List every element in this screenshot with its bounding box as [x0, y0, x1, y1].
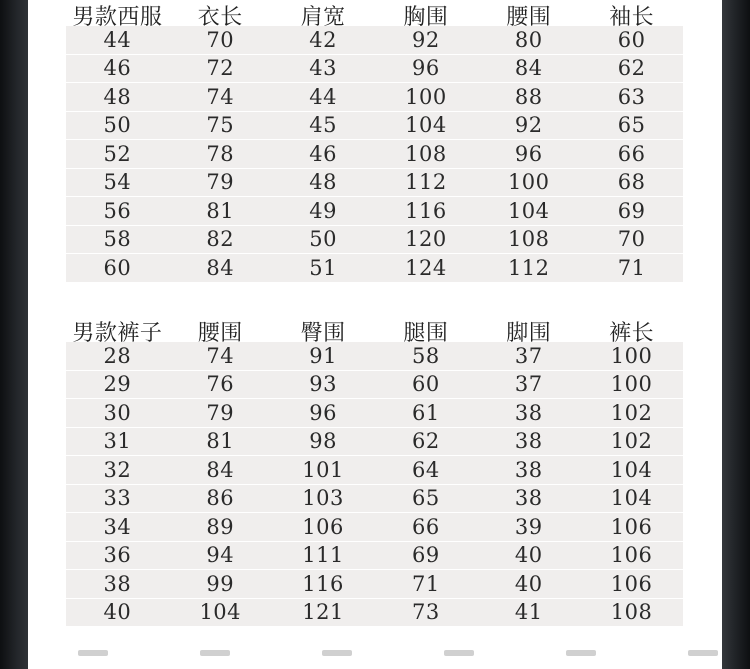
table-cell: 106	[302, 514, 344, 539]
table-cell: 48	[309, 170, 337, 195]
table-cell: 32	[103, 457, 132, 482]
table-cell: 28	[103, 343, 132, 368]
table-cell: 38	[514, 457, 543, 482]
table-cell: 79	[206, 400, 235, 425]
table-cell: 96	[514, 141, 543, 166]
header-cell: 胸围	[403, 5, 449, 30]
table-cell: 78	[206, 141, 235, 166]
table-cell: 64	[412, 457, 440, 482]
table-cell: 120	[405, 227, 447, 252]
table-cell: 108	[610, 600, 653, 625]
table-cell: 81	[206, 198, 235, 223]
table-cell: 60	[412, 372, 440, 397]
table-cell: 112	[507, 255, 550, 280]
table-cell: 60	[617, 27, 646, 52]
cropped-glyph	[566, 650, 596, 656]
table-cell: 84	[206, 255, 235, 280]
table-cell: 36	[103, 543, 132, 568]
left-dark-border	[0, 0, 28, 669]
table-cell: 42	[309, 27, 337, 52]
table-cell: 111	[302, 543, 344, 568]
table-row	[66, 513, 683, 542]
table-row	[66, 83, 683, 112]
header-cell: 肩宽	[300, 5, 346, 30]
table-cell: 58	[103, 227, 132, 252]
table-cell: 37	[514, 372, 543, 397]
table-row	[66, 254, 683, 283]
table-cell: 65	[617, 113, 646, 138]
table-row	[66, 226, 683, 255]
table-cell: 116	[302, 571, 344, 596]
table-cell: 88	[514, 84, 543, 109]
header-cell: 臀围	[300, 321, 346, 346]
table-row	[66, 570, 683, 599]
header-cell: 腰围	[506, 5, 552, 30]
table-row	[66, 169, 683, 198]
table-cell: 103	[302, 486, 344, 511]
table-cell: 48	[103, 84, 132, 109]
table-cell: 61	[412, 400, 440, 425]
table-cell: 29	[103, 372, 132, 397]
table-cell: 45	[309, 113, 337, 138]
table-cell: 71	[617, 255, 646, 280]
table-cell: 69	[412, 543, 440, 568]
table-cell: 100	[507, 170, 550, 195]
table-cell: 38	[514, 486, 543, 511]
table-row	[66, 428, 683, 457]
table-row	[66, 342, 683, 371]
table-cell: 100	[610, 372, 653, 397]
table-cell: 121	[302, 600, 344, 625]
table-cell: 80	[514, 27, 543, 52]
table-cell: 38	[514, 429, 543, 454]
table-row	[66, 197, 683, 226]
table-cell: 96	[412, 56, 440, 81]
header-cell: 脚围	[506, 321, 552, 346]
table-cell: 34	[103, 514, 132, 539]
table-cell: 58	[412, 343, 440, 368]
table-cell: 49	[309, 198, 337, 223]
table-cell: 106	[610, 514, 653, 539]
table-row	[66, 399, 683, 428]
table-cell: 50	[309, 227, 337, 252]
table-cell: 70	[206, 27, 235, 52]
table-cell: 112	[405, 170, 447, 195]
table-cell: 124	[405, 255, 447, 280]
header-cell: 男款裤子	[72, 321, 163, 346]
cropped-glyph	[322, 650, 352, 656]
table-cell: 108	[507, 227, 550, 252]
table-cell: 99	[206, 571, 235, 596]
table-cell: 104	[610, 486, 653, 511]
table-row	[66, 542, 683, 571]
table-cell: 63	[617, 84, 646, 109]
table-cell: 116	[405, 198, 447, 223]
header-cell: 裤长	[609, 321, 655, 346]
table-cell: 44	[309, 84, 337, 109]
table-cell: 104	[405, 113, 447, 138]
table-cell: 72	[206, 56, 235, 81]
table-cell: 94	[206, 543, 235, 568]
table-cell: 79	[206, 170, 235, 195]
header-cell: 男款西服	[72, 5, 163, 30]
table-row	[66, 371, 683, 400]
table-cell: 102	[610, 429, 653, 454]
table-cell: 74	[206, 343, 235, 368]
table-cell: 40	[514, 543, 543, 568]
table-cell: 46	[309, 141, 337, 166]
table-row	[66, 112, 683, 141]
table-row	[66, 55, 683, 84]
table-cell: 86	[206, 486, 235, 511]
cropped-glyph	[444, 650, 474, 656]
table-cell: 74	[206, 84, 235, 109]
table-cell: 73	[412, 600, 440, 625]
header-cell: 腰围	[197, 321, 243, 346]
table-cell: 41	[514, 600, 543, 625]
header-cell: 腿围	[403, 321, 449, 346]
table-cell: 60	[103, 255, 132, 280]
table-cell: 50	[103, 113, 132, 138]
table-cell: 89	[206, 514, 235, 539]
table-cell: 100	[610, 343, 653, 368]
table-cell: 98	[309, 429, 337, 454]
table-cell: 91	[309, 343, 337, 368]
table-cell: 40	[514, 571, 543, 596]
table-cell: 76	[206, 372, 235, 397]
table-cell: 65	[412, 486, 440, 511]
table-cell: 68	[617, 170, 646, 195]
table-cell: 52	[103, 141, 132, 166]
table-cell: 104	[199, 600, 242, 625]
cropped-glyph	[688, 650, 718, 656]
table-cell: 81	[206, 429, 235, 454]
table-cell: 84	[514, 56, 543, 81]
table-cell: 104	[610, 457, 653, 482]
table-cell: 75	[206, 113, 235, 138]
table-cell: 106	[610, 571, 653, 596]
table-cell: 102	[610, 400, 653, 425]
table-cell: 38	[103, 571, 132, 596]
table-cell: 69	[617, 198, 646, 223]
table-row	[66, 485, 683, 514]
cropped-bottom-text	[78, 650, 718, 669]
cropped-glyph	[78, 650, 108, 656]
table-header-row	[66, 0, 683, 30]
table-cell: 62	[617, 56, 646, 81]
table-cell: 31	[103, 429, 132, 454]
table-cell: 33	[103, 486, 132, 511]
table-header-row	[66, 316, 683, 346]
table-cell: 37	[514, 343, 543, 368]
table-cell: 38	[514, 400, 543, 425]
header-cell: 袖长	[609, 5, 655, 30]
table-cell: 54	[103, 170, 132, 195]
jacket-size-table	[66, 0, 683, 283]
table-cell: 66	[617, 141, 646, 166]
table-cell: 51	[309, 255, 337, 280]
size-chart-card	[28, 0, 722, 669]
table-cell: 92	[412, 27, 440, 52]
table-cell: 46	[103, 56, 132, 81]
pants-rows	[66, 342, 683, 627]
table-cell: 62	[412, 429, 440, 454]
table-row	[66, 456, 683, 485]
table-cell: 96	[309, 400, 337, 425]
table-cell: 39	[514, 514, 543, 539]
table-cell: 104	[507, 198, 550, 223]
table-cell: 82	[206, 227, 235, 252]
table-row	[66, 599, 683, 628]
table-row	[66, 140, 683, 169]
cropped-glyph	[200, 650, 230, 656]
table-cell: 66	[412, 514, 440, 539]
table-cell: 101	[302, 457, 344, 482]
table-cell: 108	[405, 141, 447, 166]
table-cell: 40	[103, 600, 132, 625]
table-row	[66, 26, 683, 55]
table-cell: 71	[412, 571, 440, 596]
table-cell: 70	[617, 227, 646, 252]
pants-size-table	[66, 316, 683, 627]
header-cell: 衣长	[197, 5, 243, 30]
table-cell: 106	[610, 543, 653, 568]
table-cell: 92	[514, 113, 543, 138]
table-cell: 44	[103, 27, 132, 52]
table-cell: 56	[103, 198, 132, 223]
table-cell: 84	[206, 457, 235, 482]
table-cell: 93	[309, 372, 337, 397]
table-cell: 43	[309, 56, 337, 81]
table-cell: 30	[103, 400, 132, 425]
jacket-rows	[66, 26, 683, 283]
right-dark-border	[722, 0, 750, 669]
table-cell: 100	[405, 84, 447, 109]
